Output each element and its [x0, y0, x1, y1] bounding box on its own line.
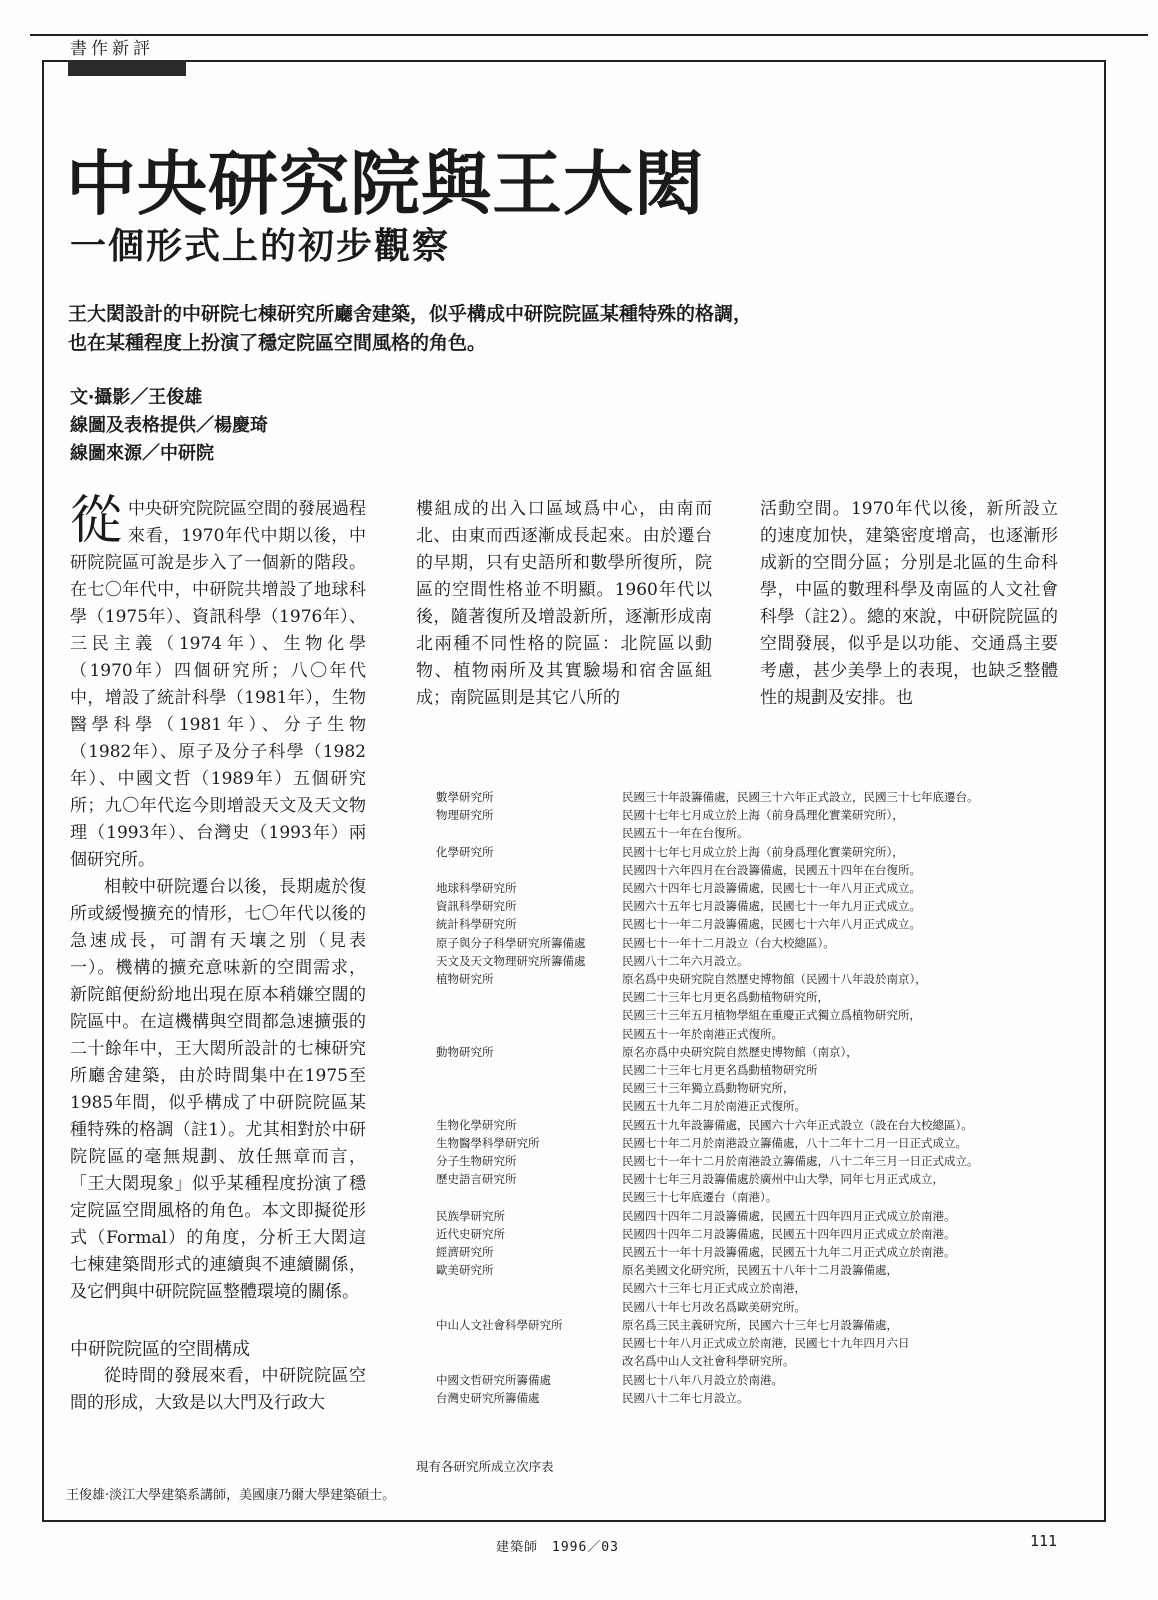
table-cell-history [622, 897, 1076, 915]
table-cell-history [622, 1170, 1076, 1206]
table-cell-name: 經濟研究所 [436, 1245, 494, 1260]
article-subtitle: 一個形式上的初步觀察 [70, 226, 451, 267]
top-rule [30, 34, 1148, 36]
table-history-line: 民國六十五年七月設籌備處，民國七十一年九月正式成立。 [622, 899, 921, 914]
table-caption: 現有各研究所成立次序表 [416, 1459, 554, 1474]
table-history-line: 民國八十二年六月設立。 [622, 953, 749, 968]
lead-line-1: 王大閎設計的中研院七棟研究所廳舍建築，似乎構成中研院院區某種特殊的格調， [68, 303, 753, 325]
table-cell-name: 動物研究所 [436, 1044, 494, 1059]
paragraph: 活動空間。1970年代以後，新所設立的速度加快，建築密度增高，也逐漸形成新的空間分區；分別是北區的生命科學，中區的數理科學及南區的人文社會科學（註2）。總的來說，中研院院區的空間發展，似乎是以功能、交通爲主要考慮，甚少美學上的表現，也缺乏整體性的規劃及安排。也 [760, 499, 1058, 708]
table-cell-name: 台灣史研究所籌備處 [436, 1390, 540, 1405]
table-history-line: 民國二十三年七月更名爲動植物研究所 [622, 1063, 818, 1078]
table-history-line: 民國四十四年二月設籌備處，民國五十四年四月正式成立於南港。 [622, 1226, 956, 1241]
table-cell-name: 植物研究所 [436, 972, 494, 987]
table-row [436, 1316, 1076, 1371]
table-history-line: 民國七十年二月於南港設立籌備處，八十二年十二月一日正式成立。 [622, 1135, 967, 1150]
table-history-line: 民國六十四年七月設籌備處，民國七十一年八月正式成立。 [622, 881, 921, 896]
table-history-line: 民國七十一年二月設籌備處，民國七十六年八月正式成立。 [622, 917, 921, 932]
table-cell-history [622, 1261, 1076, 1316]
table-history-line: 民國三十年設籌備處，民國三十六年正式設立，民國三十七年底遷台。 [622, 790, 979, 804]
table-history-line: 民國六十三年七月正式成立於南港， [622, 1281, 806, 1296]
table-history-line: 原名爲中央研究院自然歷史博物館（民國十八年設於南京）， [622, 972, 927, 987]
table-history-line: 民國四十六年四月在台設籌備處，民國五十四年在台復所。 [622, 862, 921, 877]
table-history-line: 民國五十九年設籌備處，民國六十六年正式設立（設在台大校總區）。 [622, 1117, 973, 1132]
table-row [436, 897, 1076, 915]
table-row [436, 1116, 1076, 1134]
table-history-line: 民國三十三年五月植物學組在重慶正式獨立爲植物研究所， [622, 1008, 921, 1023]
table-cell-history [622, 1225, 1076, 1243]
frame-top-rule [186, 60, 1104, 62]
table-history-line: 民國五十九年二月於南港正式復所。 [622, 1099, 806, 1114]
table-cell-history [622, 879, 1076, 897]
table-cell-history [622, 1316, 1076, 1371]
table-history-line: 民國二十三年七月更名爲動植物研究所， [622, 990, 829, 1005]
table-cell-history [622, 806, 1076, 842]
table-history-line: 改名爲中山人文社會科學研究所。 [622, 1354, 795, 1369]
frame-top-left-rule [42, 60, 68, 62]
table-cell-history [622, 1389, 1076, 1407]
table-row [436, 934, 1076, 952]
credit-drawings: 線圖及表格提供／楊慶琦 [70, 415, 268, 436]
table-cell-name: 中國文哲研究所籌備處 [436, 1372, 551, 1387]
table-cell-history [622, 952, 1076, 970]
table-cell-history [622, 1152, 1076, 1170]
table-history-line: 民國五十一年於南港正式復所。 [622, 1026, 783, 1041]
table-row [436, 970, 1076, 1043]
table-row [436, 1152, 1076, 1170]
body-column-2 [416, 496, 712, 712]
table-history-line: 民國七十一年十二月設立（台大校總區）。 [622, 935, 835, 950]
table-history-line: 民國八十年七月改名爲歐美研究所。 [622, 1299, 806, 1314]
table-cell-name: 資訊科學研究所 [436, 899, 517, 914]
paragraph [70, 491, 367, 874]
body-column-3 [760, 496, 1058, 712]
table-cell-name: 歐美研究所 [436, 1263, 494, 1278]
table-cell-name: 地球科學研究所 [436, 881, 517, 896]
table-cell-history [622, 1371, 1076, 1389]
paragraph: 從時間的發展來看，中研院院區空間的形成，大致是以大門及行政大 [70, 1366, 366, 1413]
table-history-line: 民國五十一年十月設籌備處，民國五十九年二月正式成立於南港。 [622, 1245, 956, 1260]
table-cell-name: 生物醫學科學研究所 [436, 1135, 540, 1150]
table-cell-name: 中山人文社會科學研究所 [436, 1317, 563, 1332]
table-cell-name: 生物化學研究所 [436, 1117, 517, 1132]
table-cell-history [622, 1116, 1076, 1134]
table-history-line: 原名爲三民主義研究所，民國六十三年七月設籌備處， [622, 1317, 898, 1332]
table-history-line: 民國十七年三月設籌備處於廣州中山大學，同年七月正式成立， [622, 1172, 944, 1187]
lead-line-2: 也在某種程度上扮演了穩定院區空間風格的角色。 [68, 332, 487, 354]
table-cell-history [622, 1043, 1076, 1116]
table-history-line: 民國七十一年十二月於南港設立籌備處，八十二年三月一日正式成立。 [622, 1154, 979, 1169]
table-history-line: 民國十七年七月成立於上海（前身爲理化實業研究所）， [622, 808, 904, 823]
table-cell-history [622, 915, 1076, 933]
table-row [436, 1207, 1076, 1225]
body-column-1 [70, 491, 367, 1417]
table-cell-history [622, 1207, 1076, 1225]
table-history-line: 民國七十年八月正式成立於南港，民國七十九年四月六日 [622, 1336, 910, 1351]
table-history-line: 民國四十四年二月設籌備處，民國五十四年四月正式成立於南港。 [622, 1208, 956, 1223]
table-history-line: 民國三十三年獨立爲動物研究所， [622, 1081, 795, 1096]
institute-table [436, 788, 1076, 1407]
paragraph: 樓組成的出入口區域爲中心，由南而北、由東而西逐漸成長起來。由於遷台的早期，只有史語所和數學所復所，院區的空間性格並不明顯。1960年代以後，隨著復所及增設新所，逐漸形成南北兩種不同性格的院區：北院區以動物、植物兩所及其實驗場和宿舍區組成；南院區則是其它八所的 [416, 499, 712, 708]
footer-magazine: 建築師 1996／03 [496, 1540, 619, 1555]
table-cell-name: 統計科學研究所 [436, 917, 517, 932]
credits [70, 384, 268, 468]
table-row [436, 879, 1076, 897]
table-row [436, 1371, 1076, 1389]
table-cell-name: 分子生物研究所 [436, 1154, 517, 1169]
table-cell-history [622, 843, 1076, 879]
table-row [436, 1389, 1076, 1407]
table-row [436, 1225, 1076, 1243]
table-cell-history [622, 788, 1076, 806]
table-history-line: 民國八十二年七月設立。 [622, 1390, 749, 1405]
credit-text-photo: 文‧攝影／王俊雄 [70, 387, 203, 408]
table-cell-history [622, 1134, 1076, 1152]
author-note: 王俊雄‧淡江大學建築系講師，美國康乃爾大學建築碩士。 [66, 1488, 396, 1503]
page-number: 111 [1030, 1532, 1058, 1550]
table-history-line: 原名亦爲中央研究院自然歷史博物館（南京）， [622, 1044, 858, 1059]
article-lead [68, 300, 868, 358]
paragraph-text: 中央研究院院區空間的發展過程來看，1970年代中期以後，中研院院區可說是步入了一個新的階段。在七〇年代中，中研院共增設了地球科學（1975年）、資訊科學（1976年）、三民主義（1974年）、生物化學（1970年）四個研究所；八〇年代中，增設了統計科學（1981年），生物醫學科學（1981年）、分子生物（1982年）、原子及分子科學（1982年）、中國文哲（1989年）五個研究所；九〇年代迄今則增設天文及天文物理（1993年）、台灣史（1993年）兩個研究所。 [70, 499, 367, 870]
table-cell-name: 化學研究所 [436, 844, 494, 859]
dropcap: 從 [70, 491, 123, 551]
table-cell-name: 原子與分子科學研究所籌備處 [436, 935, 586, 950]
table-row [436, 915, 1076, 933]
paragraph: 相較中研院遷台以後，長期處於復所或緩慢擴充的情形，七〇年代以後的急速成長，可謂有天壤之別（見表一）。機構的擴充意味新的空間需求，新院館便紛紛地出現在原本稍嫌空闊的院區中。在這機構與空間都急速擴張的二十餘年中，王大閎所設計的七棟研究所廳舍建築，由於時間集中在1975至1985年間，似乎構成了中研院院區某種特殊的格調（註1）。尤其相對於中研院院區的毫無規劃、放任無章而言，「王大閎現象」似乎某種程度扮演了穩定院區空間風格的角色。本文即擬從形式（Formal）的角度，分析王大閎這七棟建築間形式的連續與不連續關係，及它們與中研院院區整體環境的關係。 [70, 877, 366, 1302]
table-row [436, 1043, 1076, 1116]
table-history-line: 原名美國文化研究所，民國五十八年十二月設籌備處， [622, 1263, 898, 1278]
table-cell-history [622, 1243, 1076, 1261]
table-history-line: 民國三十七年底遷台（南港）。 [622, 1190, 778, 1205]
table-history-line: 民國十七年七月成立於上海（前身爲理化實業研究所）， [622, 844, 904, 859]
table-row [436, 1170, 1076, 1206]
table-cell-history [622, 934, 1076, 952]
table-cell-name: 數學研究所 [436, 790, 494, 804]
table-row [436, 1243, 1076, 1261]
credit-source: 線圖來源／中研院 [70, 443, 214, 464]
table-cell-name: 歷史語言研究所 [436, 1172, 517, 1187]
table-row [436, 843, 1076, 879]
table-row [436, 1261, 1076, 1316]
table-cell-name: 物理研究所 [436, 808, 494, 823]
table-cell-name: 天文及天文物理研究所籌備處 [436, 953, 586, 968]
table-cell-name: 近代史研究所 [436, 1226, 505, 1241]
article-title: 中央研究院與王大閎 [66, 142, 705, 225]
table-row [436, 788, 1076, 806]
table-history-line: 民國七十八年八月設立於南港。 [622, 1372, 783, 1387]
table-row [436, 806, 1076, 842]
section-heading: 中研院院區的空間構成 [70, 1339, 250, 1360]
table-cell-history [622, 970, 1076, 1043]
table-cell-name: 民族學研究所 [436, 1208, 505, 1223]
table-row [436, 1134, 1076, 1152]
table-history-line: 民國五十一年在台復所。 [622, 826, 749, 841]
section-label: 書作新評 [70, 39, 154, 59]
table-row [436, 952, 1076, 970]
